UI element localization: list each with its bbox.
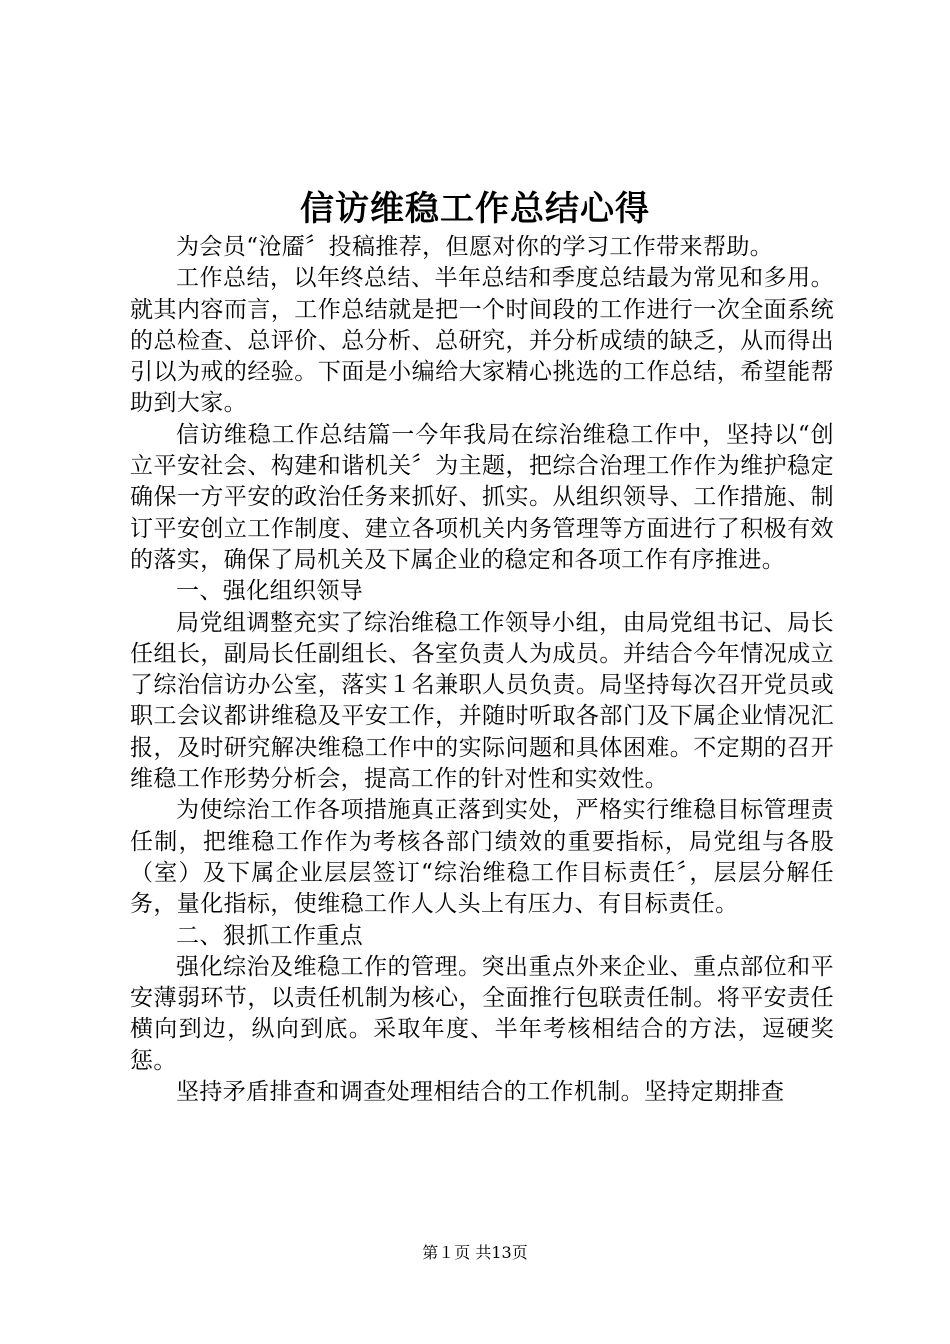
paragraph-management: 强化综治及维稳工作的管理。突出重点外来企业、重点部位和平安薄弱环节，以责任机制为核心，全面推行包联责任制。将平安责任横向到边，纵向到底。采取年度、半年考核相结合的方法，逗硬奖惩。 [130,953,834,1074]
section-heading-key-work: 二、狠抓工作重点 [176,922,364,949]
paragraph-leadership-group: 局党组调整充实了综治维稳工作领导小组，由局党组书记、局长任组长，副局长任副组长、各室负责人为成员。并结合今年情况成立了综治信访办公室，落实１名兼职人员负责。局坚持每次召开党员或职工会议都讲维稳及平安工作，并随时听取各部门及下属企业情况汇报，及时研究解决维稳工作中的实际问题和具体困难。不定期的召开维稳工作形势分析会，提高工作的针对性和实效性。 [130,609,834,793]
paragraph-summary-definition: 工作总结，以年终总结、半年总结和季度总结最为常见和多用。就其内容而言，工作总结就是把一个时间段的工作进行一次全面系统的总检查、总评价、总分析、总研究，并分析成绩的缺乏，从而得出引以为戒的经验。下面是小编给大家精心挑选的工作总结，希望能帮助到大家。 [130,265,834,417]
paragraph-article-one: 信访维稳工作总结篇一今年我局在综治维稳工作中，坚持以“创立平安社会、构建和谐机关〞为主题，把综合治理工作作为维护稳定确保一方平安的政治任务来抓好、抓实。从组织领导、工作措施、制订平安创立工作制度、建立各项机关内务管理等方面进行了积极有效的落实，确保了局机关及下属企业的稳定和各项工作有序推进。 [130,421,834,573]
document-title: 信访维稳工作总结心得 [300,189,650,229]
paragraph-intro: 为会员“沧靥〞投稿推荐，但愿对你的学习工作带来帮助。 [176,234,774,260]
paragraph-conflict-screening: 坚持矛盾排查和调查处理相结合的工作机制。坚持定期排查 [176,1079,785,1106]
paragraph-responsibility-system: 为使综治工作各项措施真正落到实处，严格实行维稳目标管理责任制，把维稳工作作为考核各部门绩效的重要指标，局党组与各股（室）及下属企业层层签订“综治维稳工作目标责任〞，层层分解任务，量化指标，使维稳工作人人头上有压力、有目标责任。 [130,797,834,918]
section-heading-organization: 一、强化组织领导 [176,578,364,605]
document-body [130,232,834,1108]
page-number-footer: 第１页 共13页 [422,1243,528,1262]
